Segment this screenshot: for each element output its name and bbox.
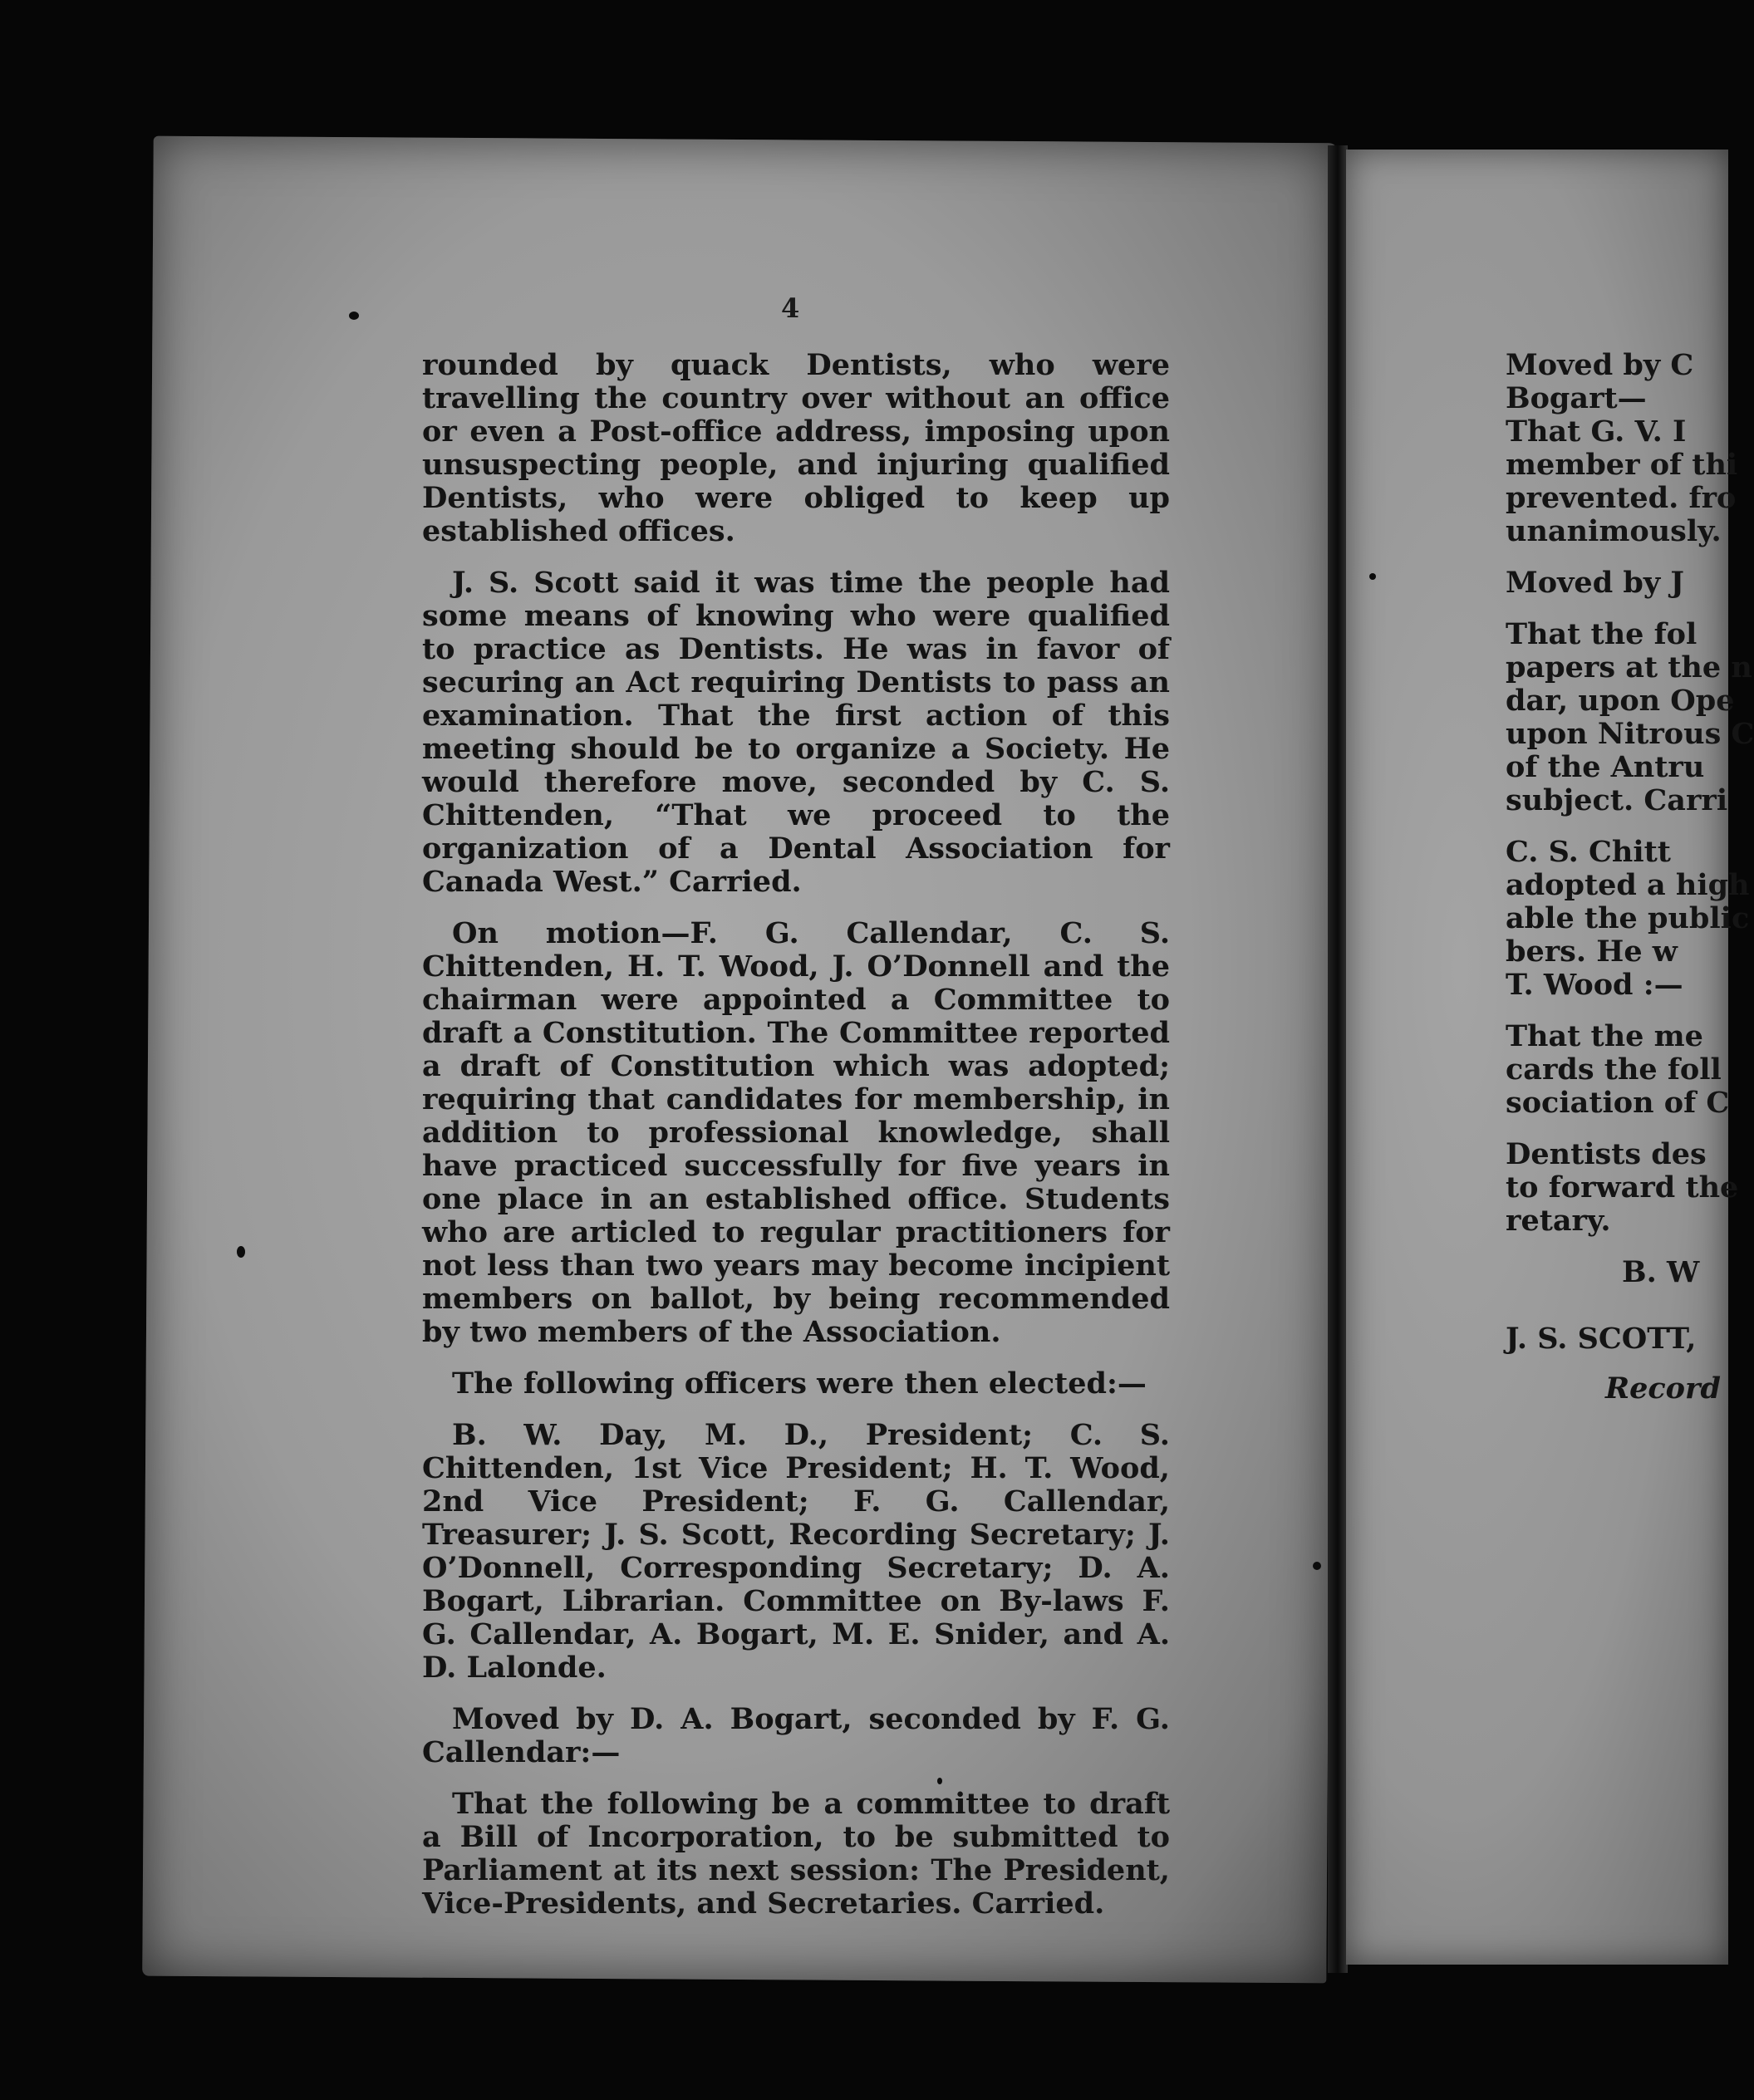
right-line: That the fol [1506,617,1697,651]
paragraph-officers-list: B. W. Day, M. D., President; C. S. Chittenden, 1st Vice President; H. T. Wood, 2nd Vice President; F. G. Callendar, Treasurer; J. S. Scott, Recording Secretary; J. O’Donnell, Corresponding Secretary; D. A. Bogart, Librarian. Committee on By-laws F. G. Callendar, A. Bogart, M. E. Snider, and A. D. Lalonde. [422,1418,1170,1685]
right-line: subject. Carri [1506,783,1728,817]
right-line: to forward the [1506,1170,1739,1205]
right-line: bers. He w [1506,935,1678,969]
paragraph-quack-dentists: rounded by quack Dentists, who were travelling the country over without an office or even a Post-office address, imposing upon unsuspecting people, and injuring qualified Dentists, who were obliged to keep up established offices. [422,348,1170,548]
right-line: B. W [1622,1255,1700,1289]
right-line: adopted a high [1506,868,1750,902]
right-line: able the public [1506,901,1750,935]
signature-title: Record [1605,1371,1721,1406]
right-line: upon Nitrous C [1506,717,1754,751]
page-number: 4 [781,292,800,324]
right-line: C. S. Chitt [1506,835,1671,869]
right-line: of the Antru [1506,750,1705,784]
right-line: That G. V. I [1506,415,1687,449]
paragraph-constitution: On motion—F. G. Callendar, C. S. Chittenden, H. T. Wood, J. O’Donnell and the chairman were appointed a Committee to draft a Constitution. The Committee reported a draft of Constitution which was adopted; requiring that candidates for membership, in addition to professional knowledge, shall have practiced successfully for five years in one place in an established office. Students who are articled to regular practitioners for not less than two years may become incipient members on ballot, by being recommended by two members of the Association. [422,916,1170,1349]
ink-speck [349,312,359,320]
right-line: That the me [1506,1019,1703,1053]
signature-name: J. S. SCOTT, [1506,1322,1697,1356]
right-line: Moved by C [1506,348,1694,382]
right-line: T. Wood :— [1506,968,1683,1002]
right-line: unanimously. [1506,514,1722,548]
right-line: member of thi [1506,448,1738,482]
ink-speck [1369,573,1376,580]
paragraph-officers-intro: The following officers were then elected:— [452,1366,1147,1401]
right-line: cards the foll [1506,1052,1722,1087]
right-line: retary. [1506,1204,1611,1238]
book-gutter [1328,145,1348,1973]
right-line: sociation of C [1506,1086,1730,1120]
paragraph-bogart-motion: Moved by D. A. Bogart, seconded by F. G. Callendar:— [422,1702,1170,1769]
ink-speck [237,1246,245,1258]
ink-speck [937,1778,942,1784]
right-line: papers at the n [1506,650,1752,684]
paragraph-scott-motion: J. S. Scott said it was time the people had some means of knowing who were qualified to practice as Dentists. He was in favor of securing an Act requiring Dentists to pass an examination. That the first action of this meeting should be to organize a Society. He would therefore move, seconded by C. S. Chittenden, “That we proceed to the organization of a Dental Association for Canada West.” Carried. [422,566,1170,899]
right-line: dar, upon Ope [1506,684,1735,718]
left-page-text [422,349,1170,1939]
ink-speck [1313,1562,1321,1570]
right-line: Bogart— [1506,381,1647,415]
paragraph-incorporation: That the following be a committee to draft a Bill of Incorporation, to be submitted to Parliament at its next session: The President, Vice-Presidents, and Secretaries. Carried. [422,1787,1170,1921]
right-line: Moved by J [1506,566,1684,600]
right-line: Dentists des [1506,1137,1707,1171]
right-line: prevented. fro [1506,481,1737,515]
right-page-text [1506,348,1754,1406]
